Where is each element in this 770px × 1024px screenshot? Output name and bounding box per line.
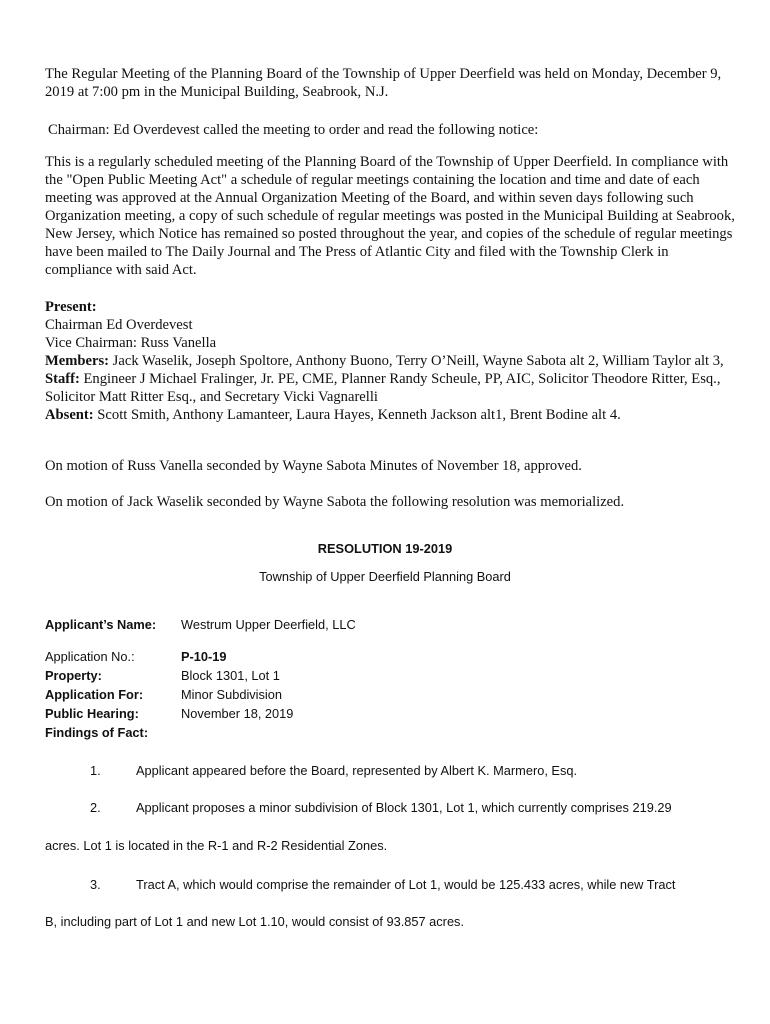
staff-list: Engineer J Michael Fralinger, Jr. PE, CME, Planner Randy Scheule, PP, AIC, Solicitor Theodore Ritter, Esq., Solicitor Matt Ritter Esq., and Secretary Vicki Vagnarelli [45, 371, 721, 405]
absent-list: Scott Smith, Anthony Lamanteer, Laura Hayes, Kenneth Jackson alt1, Brent Bodine alt 4. [93, 407, 621, 423]
finding-3-text-line1: Tract A, which would comprise the remainder of Lot 1, would be 125.433 acres, while new Tract [136, 877, 676, 892]
resolution-title: RESOLUTION 19-2019 [317, 541, 453, 556]
attendance-section [45, 298, 735, 424]
present-label: Present: [45, 299, 97, 315]
findings-of-fact-label: Findings of Fact: [45, 725, 149, 740]
resolution-motion: On motion of Jack Waselik seconded by Wayne Sabota the following resolution was memorialized. [45, 494, 625, 510]
application-for-value: Minor Subdivision [181, 687, 283, 702]
public-hearing-label: Public Hearing: [45, 706, 139, 721]
finding-1-number: 1. [90, 763, 101, 778]
vice-chairman-line: Vice Chairman: Russ Vanella [45, 335, 217, 351]
property-label: Property: [45, 668, 102, 683]
application-no-value: P-10-19 [181, 649, 227, 664]
meeting-intro-paragraph: The Regular Meeting of the Planning Board of the Township of Upper Deerfield was held on Monday, December 9, 2019 at 7:00 pm in the Municipal Building, Seabrook, N.J. [45, 66, 722, 100]
finding-3-number: 3. [90, 877, 101, 892]
finding-2-number: 2. [90, 800, 101, 815]
finding-1-text: Applicant appeared before the Board, represented by Albert K. Marmero, Esq. [136, 763, 578, 778]
application-no-label: Application No.: [45, 649, 135, 664]
public-hearing-value: November 18, 2019 [181, 706, 294, 721]
absent-label: Absent: [45, 407, 94, 423]
applicant-name-value: Westrum Upper Deerfield, LLC [181, 617, 356, 632]
members-label: Members: [45, 353, 110, 369]
applicant-name-label: Applicant’s Name: [45, 617, 157, 632]
application-for-label: Application For: [45, 687, 144, 702]
absent-line [45, 406, 735, 424]
chairman-call-to-order: Chairman: Ed Overdevest called the meeting to order and read the following notice: [48, 122, 539, 138]
public-notice-paragraph: This is a regularly scheduled meeting of the Planning Board of the Township of Upper Deerfield. In compliance with the "Open Public Meeting Act" a schedule of regular meetings containing the location and time and date of each meeting was approved at the Annual Organization Meeting of the Board, and within seven days following such Organization meeting, a copy of such schedule of regular meetings was posted in the Municipal Building at Seabrook, New Jersey, which Notice has remained so posted throughout the year, and copies of the schedule of regular meetings have been mailed to The Daily Journal and The Press of Atlantic City and filed with the Township Clerk in compliance with said Act. [45, 154, 735, 278]
members-list: Jack Waselik, Joseph Spoltore, Anthony Buono, Terry O’Neill, Wayne Sabota alt 2, William Taylor alt 3, [109, 353, 724, 369]
minutes-motion: On motion of Russ Vanella seconded by Wayne Sabota Minutes of November 18, approved. [45, 458, 582, 474]
property-value: Block 1301, Lot 1 [181, 668, 280, 683]
chairman-line: Chairman Ed Overdevest [45, 317, 193, 333]
finding-3-text-line2: B, including part of Lot 1 and new Lot 1.10, would consist of 93.857 acres. [45, 914, 465, 929]
staff-label: Staff: [45, 371, 80, 387]
resolution-subtitle: Township of Upper Deerfield Planning Board [259, 569, 511, 584]
finding-2-text-line2: acres. Lot 1 is located in the R-1 and R-2 Residential Zones. [45, 838, 388, 853]
members-staff-paragraph [45, 352, 735, 406]
finding-2-text-line1: Applicant proposes a minor subdivision of Block 1301, Lot 1, which currently comprises 219.29 [136, 800, 672, 815]
